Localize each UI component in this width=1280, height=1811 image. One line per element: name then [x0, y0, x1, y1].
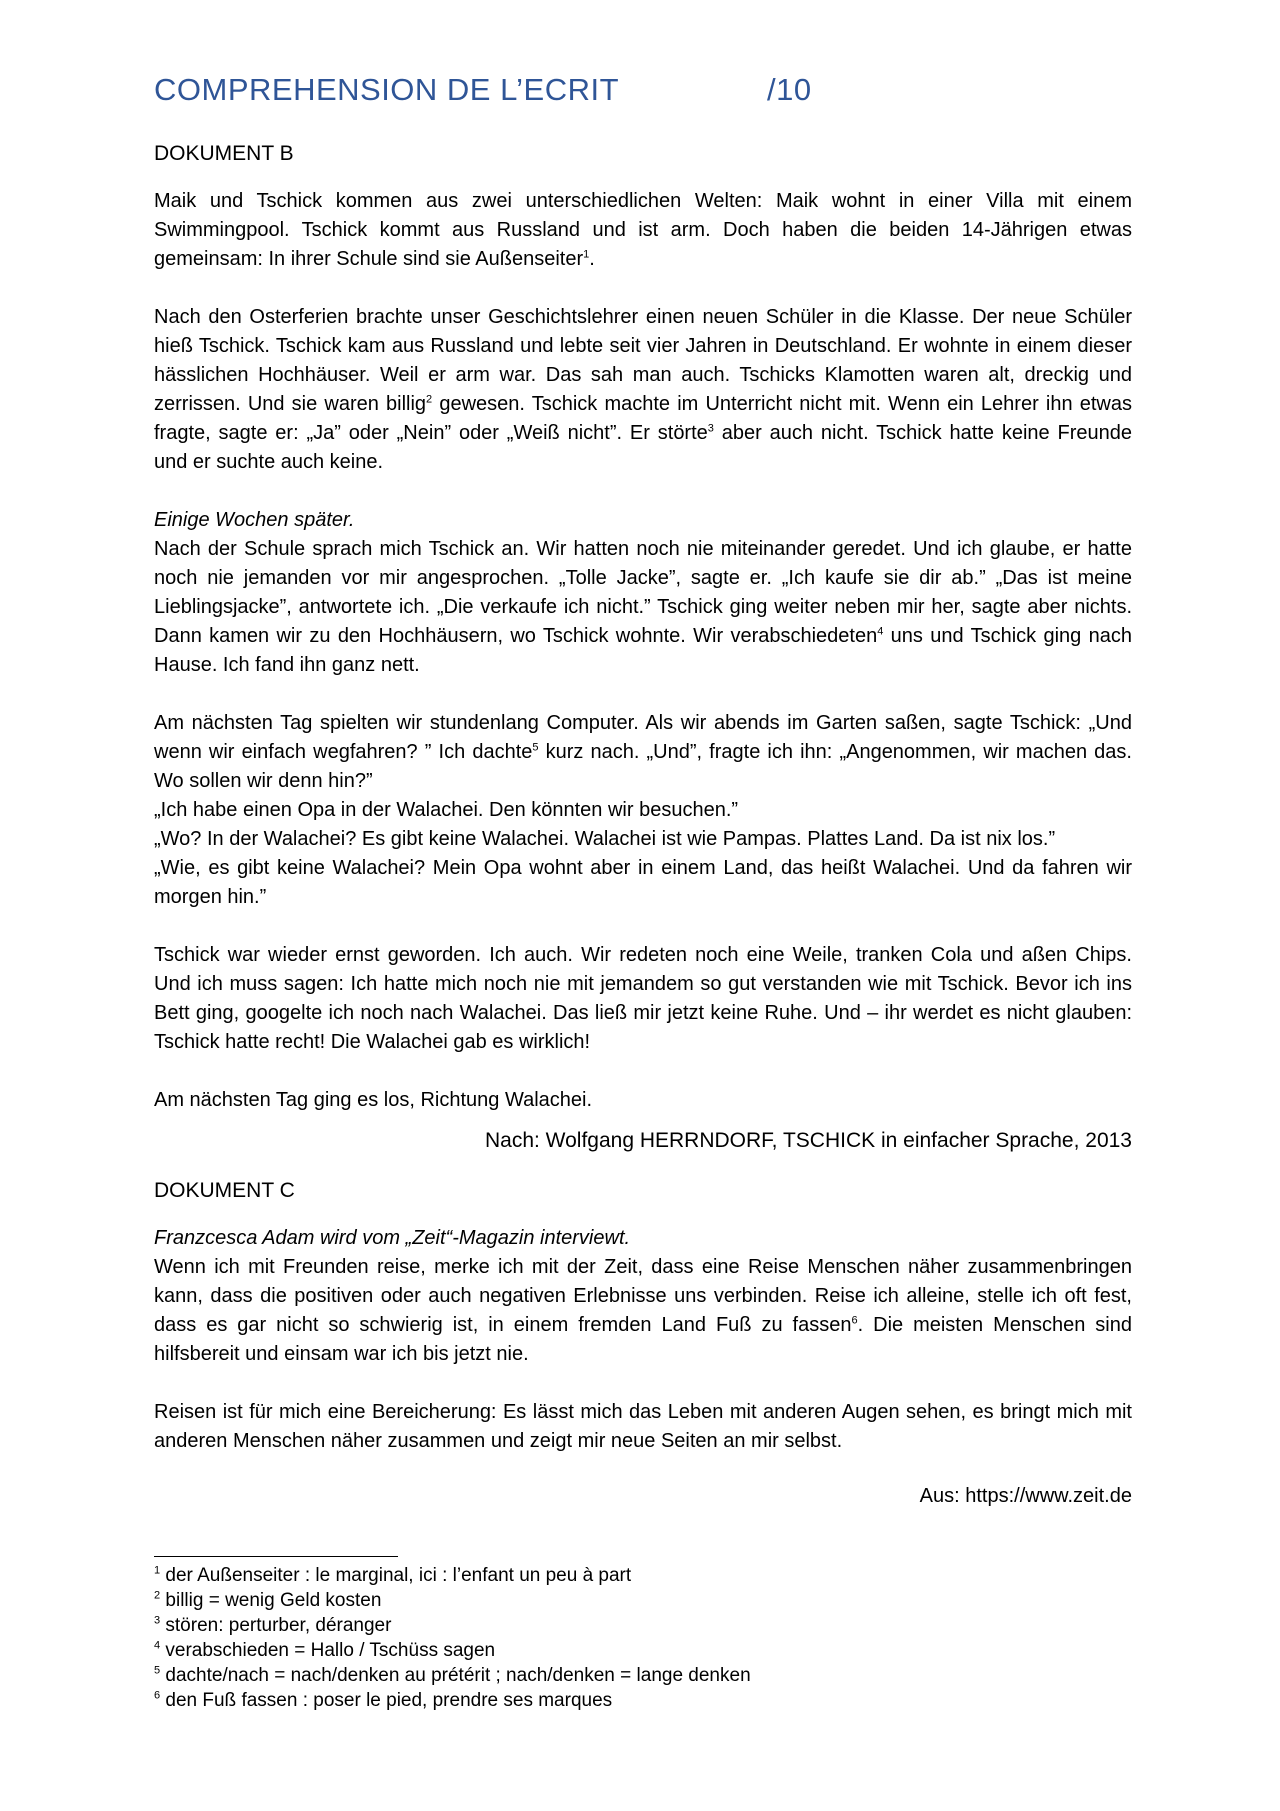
doc-b-scene-title: Einige Wochen später. [154, 509, 355, 531]
doc-b-dialogue-line: „Ich habe einen Opa in der Walachei. Den könnten wir besuchen.” [154, 799, 739, 821]
document-b-label: DOKUMENT B [154, 142, 294, 165]
document-c-text [154, 1224, 1132, 1456]
footnote-ref-6: 6 [851, 1314, 858, 1327]
doc-c-intro: Franzcesca Adam wird vom „Zeit“-Magazin interviewt. [154, 1227, 631, 1249]
title-text: COMPREHENSION DE L’ECRIT [154, 72, 620, 107]
doc-c-source: Aus: https://www.zeit.de [919, 1485, 1132, 1507]
page-title [154, 72, 1132, 116]
doc-c-paragraph-1: Wenn ich mit Freunden reise, merke ich mit der Zeit, dass eine Reise Menschen näher zusammenbringen kann, dass die positiven oder auch negativen Erlebnisse uns verbinden. Reise ich alleine, stelle ich oft fest, dass es gar nicht so schwierig ist, in einem fremden Land Fuß zu fassen$^6$. Die meisten Menschen sind hilfsbereit und einsam war ich bis jetzt nie. [154, 1256, 1132, 1365]
doc-b-dialogue-line: „Wie, es gibt keine Walachei? Mein Opa wohnt aber in einem Land, das heißt Walachei. Und da fahren wir morgen hin.” [154, 857, 1132, 908]
footnote-item: $^2$ billig = wenig Geld kosten [154, 1589, 382, 1611]
doc-b-paragraph-3: Am nächsten Tag spielten wir stundenlang Computer. Als wir abends im Garten saßen, sagte Tschick: „Und wenn wir einfach wegfahren? ” Ich dachte$^5$ kurz nach. „Und”, fragte ich ihn: „Angenommen, wir machen das. Wo sollen wir denn hin?” [154, 712, 1132, 792]
footnote-item: $^5$ dachte/nach = nach/denken au prétérit ; nach/denken = lange denken [154, 1664, 751, 1686]
footnote-item: $^4$ verabschieden = Hallo / Tschüss sagen [154, 1639, 496, 1661]
doc-b-source: Nach: Wolfgang HERRNDORF, TSCHICK in einfacher Sprache, 2013 [484, 1129, 1132, 1152]
doc-b-paragraph-1: Nach den Osterferien brachte unser Geschichtslehrer einen neuen Schüler in die Klasse. Der neue Schüler hieß Tschick. Tschick kam aus Russland und lebte seit vier Jahren in Deutschland. Er wohnte in einem dieser hässlichen Hochhäuser. Weil er arm war. Das sah man auch. Tschicks Klamotten waren alt, dreckig und zerrissen. Und sie waren billig$^2$ gewesen. Tschick machte im Unterricht nicht mit. Wenn ein Lehrer ihn etwas fragte, sagte er: „Ja” oder „Nein” oder „Weiß nicht”. Er störte$^3$ aber auch nicht. Tschick hatte keine Freunde und er suchte auch keine. [154, 306, 1132, 473]
footnote-divider [154, 1556, 398, 1557]
document-page [154, 72, 1132, 1713]
footnote-ref-5: 5 [532, 741, 539, 754]
doc-c-paragraph-2: Reisen ist für mich eine Bereicherung: Es lässt mich das Leben mit anderen Augen sehen, es bringt mich mit anderen Menschen näher zusammen und zeigt mir neue Seiten an mir selbst. [154, 1401, 1132, 1452]
document-c-label: DOKUMENT C [154, 1179, 295, 1202]
doc-b-paragraph-2: Nach der Schule sprach mich Tschick an. Wir hatten noch nie miteinander geredet. Und ich glaube, er hatte noch nie jemanden vor mir angesprochen. „Tolle Jacke”, sagte er. „Ich kaufe sie dir ab.” „Das ist meine Lieblingsjacke”, antwortete ich. „Die verkaufe ich nicht.” Tschick ging weiter neben mir her, sagte aber nichts. Dann kamen wir zu den Hochhäusern, wo Tschick wohnte. Wir verabschiedeten$^4$ uns und Tschick ging nach Hause. Ich fand ihn ganz nett. [154, 538, 1132, 676]
document-b-text [154, 187, 1132, 1115]
doc-b-paragraph-4: Tschick war wieder ernst geworden. Ich auch. Wir redeten noch eine Weile, tranken Cola und aßen Chips. Und ich muss sagen: Ich hatte mich noch nie mit jemandem so gut verstanden wie mit Tschick. Bevor ich ins Bett ging, googelte ich noch nach Walachei. Das ließ mir jetzt keine Ruhe. Und – ihr werdet es nicht glauben: Tschick hatte recht! Die Walachei gab es wirklich! [154, 944, 1132, 1053]
footnote-item: $^1$ der Außenseiter : le marginal, ici : l’enfant un peu à part [154, 1564, 632, 1586]
doc-b-dialogue-line: „Wo? In der Walachei? Es gibt keine Walachei. Walachei ist wie Pampas. Plattes Land. Da ist nix los.” [154, 828, 1056, 850]
footnote-item: $^6$ den Fuß fassen : poser le pied, prendre ses marques [154, 1689, 613, 1711]
footnote-ref-2: 2 [426, 393, 433, 406]
footnote-item: $^3$ stören: perturber, déranger [154, 1614, 392, 1636]
footnote-ref-3: 3 [707, 422, 714, 435]
score-label: /10 [767, 72, 812, 107]
footnotes [154, 1563, 1132, 1713]
footnote-ref-1: 1 [583, 248, 590, 261]
doc-b-paragraph-5: Am nächsten Tag ging es los, Richtung Walachei. [154, 1089, 593, 1111]
footnote-ref-4: 4 [877, 625, 884, 638]
doc-b-intro: Maik und Tschick kommen aus zwei unterschiedlichen Welten: Maik wohnt in einer Villa mit einem Swimmingpool. Tschick kommt aus Russland und ist arm. Doch haben die beiden 14-Jährigen etwas gemeinsam: In ihrer Schule sind sie Außenseiter$^1$. [154, 190, 1132, 270]
